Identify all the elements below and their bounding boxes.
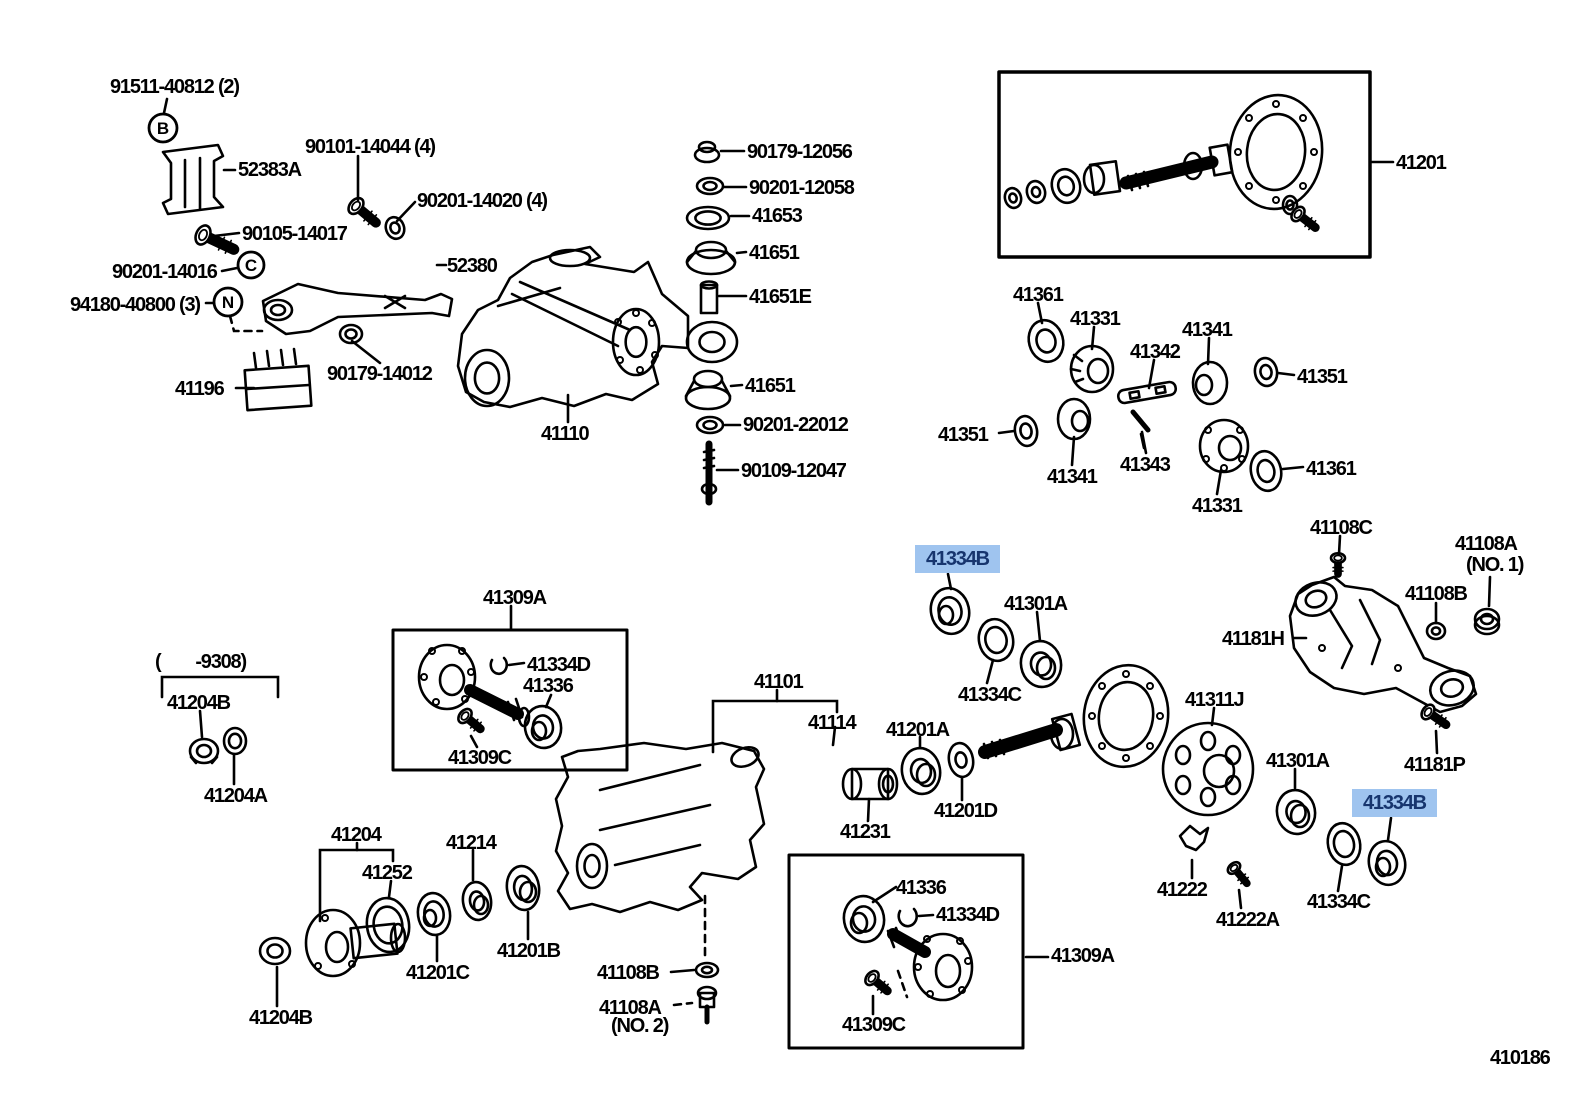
part-label-41309a-upper[interactable]: 41309A	[483, 587, 546, 609]
part-label-41204a[interactable]: 41204A	[204, 785, 267, 807]
part-label-41114[interactable]: 41114	[808, 712, 856, 734]
part-label-41204b-2[interactable]: 41204B	[249, 1007, 312, 1029]
part-label-91511-40812[interactable]: 91511-40812 (2)	[110, 76, 239, 98]
part-label-41334c-2[interactable]: 41334C	[1307, 891, 1370, 913]
part-label-41108c[interactable]: 41108C	[1310, 517, 1372, 539]
part-label-41201[interactable]: 41201	[1396, 152, 1446, 174]
part-label-90179-12056[interactable]: 90179-12056	[747, 141, 852, 163]
part-label-90201-14020[interactable]: 90201-14020 (4)	[417, 190, 547, 212]
part-label-41361-1[interactable]: 41361	[1013, 284, 1063, 306]
part-label-90109-12047[interactable]: 90109-12047	[741, 460, 846, 482]
part-label-41309a-lower[interactable]: 41309A	[1051, 945, 1114, 967]
part-label-94180-40800[interactable]: 94180-40800 (3)	[70, 294, 200, 316]
part-label-41331-1[interactable]: 41331	[1070, 308, 1120, 330]
part-label-41341-1[interactable]: 41341	[1182, 319, 1232, 341]
part-label-41651-lower[interactable]: 41651	[745, 375, 795, 397]
part-label-41351-left[interactable]: 41351	[938, 424, 988, 446]
part-label-41334d-upper[interactable]: 41334D	[527, 654, 590, 676]
part-label-41301a-2[interactable]: 41301A	[1266, 750, 1329, 772]
part-label-41201c[interactable]: 41201C	[406, 962, 469, 984]
part-label-41651e[interactable]: 41651E	[749, 286, 811, 308]
part-label-41181p[interactable]: 41181P	[1404, 754, 1465, 776]
part-label-41651-upper[interactable]: 41651	[749, 242, 799, 264]
part-label-41336-upper[interactable]: 41336	[523, 675, 573, 697]
figure-code: 410186	[1490, 1047, 1550, 1069]
part-label-41108a-no2[interactable]: 41108A	[599, 997, 661, 1019]
part-label-41196[interactable]: 41196	[175, 378, 224, 400]
part-label-90201-14016[interactable]: 90201-14016	[112, 261, 217, 283]
part-label-41101[interactable]: 41101	[754, 671, 803, 693]
part-label-41201a[interactable]: 41201A	[886, 719, 949, 741]
part-label-41342[interactable]: 41342	[1130, 341, 1180, 363]
applicability-note-9308: ( -9308)	[155, 651, 246, 673]
part-label-41108a-no1-note: (NO. 1)	[1466, 554, 1524, 576]
part-label-41108b-lower[interactable]: 41108B	[597, 962, 659, 984]
part-label-41181h[interactable]: 41181H	[1222, 628, 1284, 650]
part-label-41252[interactable]: 41252	[362, 862, 412, 884]
svg-text:C: C	[244, 256, 258, 275]
part-label-41201b[interactable]: 41201B	[497, 940, 560, 962]
part-label-52383a[interactable]: 52383A	[238, 159, 301, 181]
part-label-41311j[interactable]: 41311J	[1185, 689, 1244, 711]
part-label-41301a-1[interactable]: 41301A	[1004, 593, 1067, 615]
svg-text:N: N	[221, 293, 235, 312]
part-label-41361-2[interactable]: 41361	[1306, 458, 1356, 480]
part-label-41334d-lower[interactable]: 41334D	[936, 904, 999, 926]
part-label-41343[interactable]: 41343	[1120, 454, 1170, 476]
part-label-41341-2[interactable]: 41341	[1047, 466, 1097, 488]
part-label-90105-14017[interactable]: 90105-14017	[242, 223, 347, 245]
part-label-41334c-1[interactable]: 41334C	[958, 684, 1021, 706]
part-label-41214[interactable]: 41214	[446, 832, 496, 854]
part-label-90201-22012[interactable]: 90201-22012	[743, 414, 848, 436]
part-label-90101-14044[interactable]: 90101-14044 (4)	[305, 136, 435, 158]
part-label-41309c-upper[interactable]: 41309C	[448, 747, 511, 769]
part-label-41231[interactable]: 41231	[840, 821, 890, 843]
part-label-41110[interactable]: 41110	[541, 423, 589, 445]
part-label-41336-lower[interactable]: 41336	[896, 877, 946, 899]
part-label-41222[interactable]: 41222	[1157, 879, 1207, 901]
part-label-41204b-1[interactable]: 41204B	[167, 692, 230, 714]
part-label-41108a-no1[interactable]: 41108A	[1455, 533, 1517, 555]
part-label-41309c-lower[interactable]: 41309C	[842, 1014, 905, 1036]
part-label-90201-12058[interactable]: 90201-12058	[749, 177, 854, 199]
part-label-41201d[interactable]: 41201D	[934, 800, 997, 822]
part-label-41351-right[interactable]: 41351	[1297, 366, 1347, 388]
part-label-41108a-no2-note: (NO. 2)	[611, 1015, 669, 1037]
part-label-41653[interactable]: 41653	[752, 205, 802, 227]
part-label-90179-14012[interactable]: 90179-14012	[327, 363, 432, 385]
part-label-41108b-upper[interactable]: 41108B	[1405, 583, 1467, 605]
part-label-52380[interactable]: 52380	[447, 255, 497, 277]
part-label-41204[interactable]: 41204	[331, 824, 381, 846]
part-label-41334b-highlighted-1[interactable]: 41334B	[915, 545, 1000, 573]
part-label-41334b-highlighted-2[interactable]: 41334B	[1352, 789, 1437, 817]
svg-text:B: B	[156, 119, 170, 138]
part-label-41331-2[interactable]: 41331	[1192, 495, 1242, 517]
part-label-41222a[interactable]: 41222A	[1216, 909, 1279, 931]
